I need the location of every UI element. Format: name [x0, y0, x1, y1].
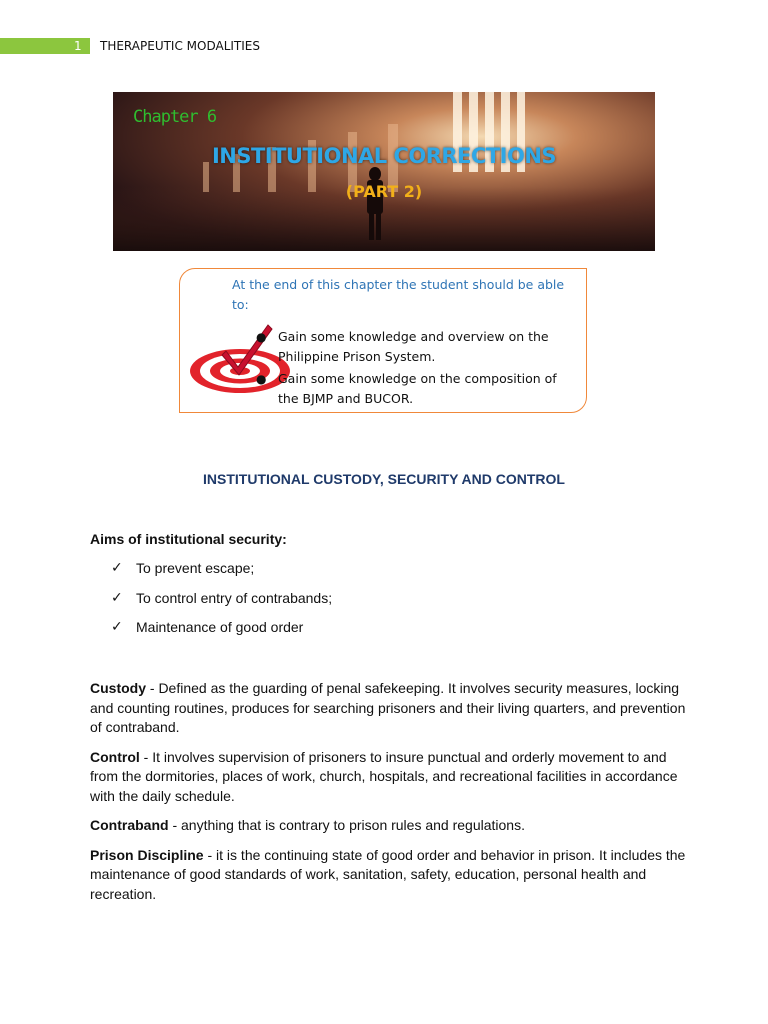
running-header-title: THERAPEUTIC MODALITIES	[100, 39, 260, 53]
objectives-lead-text: At the end of this chapter the student should be able to:	[232, 277, 565, 312]
aim-item: ✓ To prevent escape;	[111, 560, 255, 576]
bullet-icon: ●	[256, 330, 267, 344]
definition-control: Control - It involves supervision of prisoners to insure punctual and orderly movement to and from the dormitories, places of work, church, hospitals, and recreational facilities in accordance with the daily schedule.	[90, 748, 678, 804]
section-heading: INSTITUTIONAL CUSTODY, SECURITY AND CONTROL	[203, 471, 565, 487]
objective-item: ● Gain some knowledge on the composition of the BJMP and BUCOR.	[256, 371, 557, 406]
aims-list	[111, 560, 332, 649]
aim-item: ✓ To control entry of contrabands;	[111, 589, 333, 606]
bullet-icon: ●	[256, 372, 267, 386]
checkmark-icon: ✓	[111, 589, 123, 606]
objectives-list	[256, 327, 576, 411]
aims-title: Aims of institutional security:	[90, 531, 287, 547]
definition-prison-discipline: Prison Discipline - it is the continuing state of good order and behavior in prison. It includes the maintenance of good standards of work, sanitation, safety, education, personal health and recreation.	[90, 846, 686, 902]
chapter-banner	[113, 92, 655, 251]
definition-contraband: Contraband - anything that is contrary to prison rules and regulations.	[90, 817, 525, 833]
chapter-label: Chapter 6	[133, 107, 217, 127]
chapter-subtitle: (PART 2)	[345, 182, 423, 201]
aim-item: ✓ Maintenance of good order	[111, 619, 304, 635]
checkmark-icon: ✓	[111, 560, 123, 576]
page-number: 1	[74, 39, 82, 53]
learning-objectives-box	[179, 268, 587, 413]
definition-custody: Custody - Defined as the guarding of penal safekeeping. It involves security measures, locking and counting routines, produces for searching prisoners and their living quarters, and prevention of contraband.	[90, 680, 686, 735]
checkmark-icon: ✓	[111, 619, 123, 635]
objective-item: ● Gain some knowledge and overview on the Philippine Prison System.	[256, 329, 549, 364]
chapter-title: INSTITUTIONAL CORRECTIONS	[211, 144, 557, 168]
definitions	[90, 679, 690, 914]
